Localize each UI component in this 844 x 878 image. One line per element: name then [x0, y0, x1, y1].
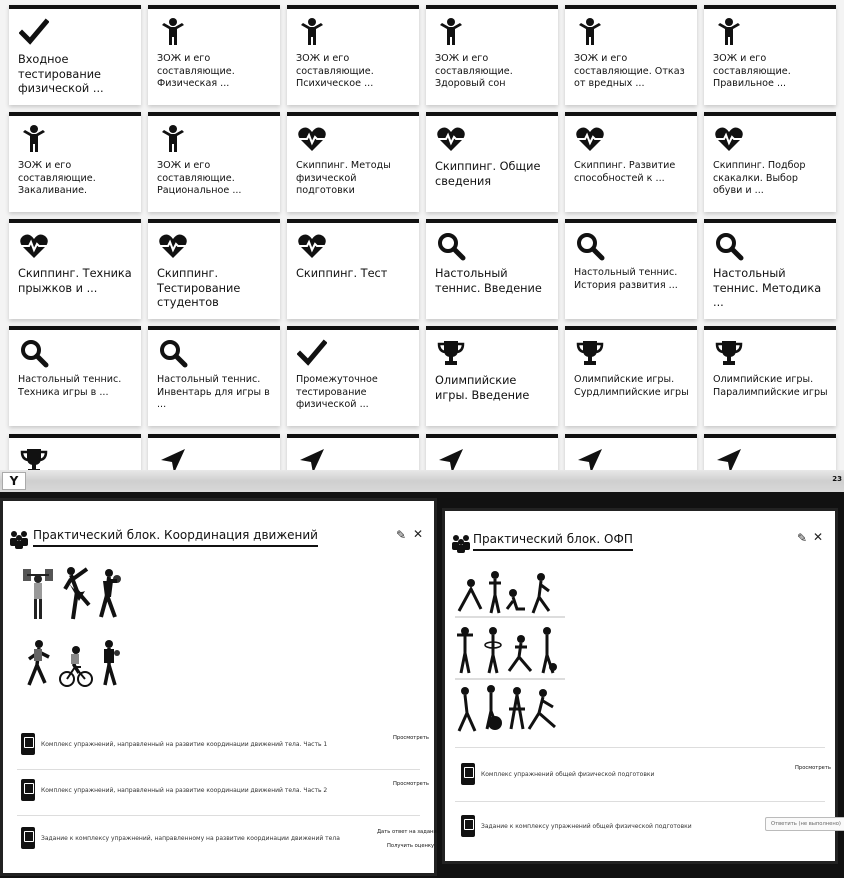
resource-row[interactable] [3, 779, 434, 809]
search-icon [714, 231, 744, 261]
search-icon [436, 231, 466, 261]
tile-title[interactable]: Скиппинг. Развитие способностей к ... [574, 160, 676, 184]
heart-icon [436, 124, 466, 154]
person-icon [714, 17, 744, 47]
tile-title[interactable]: Олимпийские игры. Сурдлимпийские игры [574, 374, 689, 398]
tile-title[interactable]: ЗОЖ и его составляющие. Закаливание. [18, 160, 96, 196]
person-icon [297, 17, 327, 47]
tile-title[interactable]: Скиппинг. Техника прыжков и ... [18, 267, 132, 295]
dancer-figure [63, 565, 93, 621]
resource-title[interactable]: Задание к комплексу упражнений общей физической подготовки [481, 823, 692, 830]
view-link[interactable]: Просмотреть [393, 781, 429, 787]
course-tile[interactable] [426, 112, 558, 212]
heart-icon [714, 124, 744, 154]
heart-icon [297, 231, 327, 261]
course-tile[interactable] [704, 219, 836, 319]
course-tile[interactable] [565, 434, 697, 470]
panel-coordination [0, 498, 440, 876]
pencil-icon[interactable]: ✎ [797, 531, 808, 545]
course-tile[interactable] [9, 326, 141, 426]
search-icon [575, 231, 605, 261]
course-tile[interactable] [148, 326, 280, 426]
course-tile[interactable] [9, 434, 141, 470]
course-tile[interactable] [148, 5, 280, 105]
close-icon[interactable]: ✕ [813, 530, 824, 544]
resource-row[interactable] [445, 763, 835, 793]
person-icon [436, 17, 466, 47]
tile-title[interactable]: ЗОЖ и его составляющие. Рациональное ... [157, 160, 242, 196]
arrow-icon [575, 446, 605, 470]
heart-icon [158, 231, 188, 261]
course-tile[interactable] [426, 326, 558, 426]
person-icon [158, 124, 188, 154]
resource-title[interactable]: Комплекс упражнений, направленный на развитие координации движений тела. Часть 1 [41, 741, 328, 748]
trophy-icon [714, 338, 744, 368]
tile-title[interactable]: ЗОЖ и его составляющие. Здоровый сон [435, 53, 513, 89]
trophy-icon [575, 338, 605, 368]
course-tile[interactable] [565, 219, 697, 319]
course-tile[interactable] [704, 326, 836, 426]
course-tile[interactable] [704, 5, 836, 105]
document-icon [21, 779, 35, 801]
trophy-icon [19, 446, 49, 470]
tile-title[interactable]: ЗОЖ и его составляющие. Физическая ... [157, 53, 235, 89]
boxer-figure [99, 639, 121, 687]
panel-ofp [442, 508, 841, 864]
resource-row[interactable] [3, 827, 440, 857]
assignment-icon [461, 815, 475, 837]
arrow-icon [714, 446, 744, 470]
divider [455, 801, 825, 802]
tile-title[interactable]: Скиппинг. Тест [296, 267, 388, 280]
app-logo[interactable]: Y [2, 472, 26, 490]
course-tile[interactable] [287, 434, 419, 470]
divider [455, 747, 825, 748]
browser-taskbar [0, 470, 844, 492]
course-tile[interactable] [287, 326, 419, 426]
runner-figure [25, 639, 51, 687]
tile-title[interactable]: ЗОЖ и его составляющие. Психическое ... [296, 53, 374, 89]
assignment-icon [21, 827, 35, 849]
tile-title[interactable]: Скиппинг. Тестирование студентов [157, 267, 241, 309]
course-tile[interactable] [426, 5, 558, 105]
person-icon [158, 17, 188, 47]
course-tile[interactable] [9, 219, 141, 319]
bottom-area [0, 492, 844, 878]
course-tile[interactable] [426, 219, 558, 319]
course-tile[interactable] [9, 5, 141, 105]
view-link[interactable]: Просмотреть [795, 765, 831, 771]
tile-title[interactable]: Настольный теннис. История развития ... [574, 267, 678, 291]
resource-title[interactable]: Задание к комплексу упражнений, направленному на развитие координации движений тела [41, 835, 340, 842]
view-link[interactable]: Просмотреть [393, 735, 429, 741]
tile-title[interactable]: Настольный теннис. Введение [435, 267, 542, 295]
weightlifter-figure [21, 563, 55, 621]
person-icon [575, 17, 605, 47]
course-tile[interactable] [9, 112, 141, 212]
tile-title[interactable]: Настольный теннис. Техника игры в ... [18, 374, 122, 398]
get-grade-link[interactable]: Получить оценку [387, 843, 435, 849]
course-tile[interactable] [148, 112, 280, 212]
exercise-figures [455, 569, 565, 737]
panel-title: Практический блок. Координация движений [33, 528, 318, 547]
arrow-icon [297, 446, 327, 470]
pencil-icon[interactable]: ✎ [396, 528, 407, 542]
tile-title[interactable]: Скиппинг. Общие сведения [435, 160, 541, 188]
tile-title[interactable]: Скиппинг. Подбор скакалки. Выбор обуви и ... [713, 160, 806, 196]
group-icon [9, 529, 29, 549]
search-icon [158, 338, 188, 368]
group-icon [451, 533, 471, 553]
resource-row[interactable] [3, 733, 434, 763]
search-icon [19, 338, 49, 368]
trophy-icon [436, 338, 466, 368]
close-icon[interactable]: ✕ [413, 527, 424, 541]
answer-button[interactable]: Ответить (не выполнено) [765, 817, 844, 831]
course-tile[interactable] [287, 219, 419, 319]
tile-title[interactable]: Настольный теннис. Инвентарь для игры в ... [157, 374, 270, 410]
tile-title[interactable]: Промежуточное тестирование физической ... [296, 374, 378, 410]
tile-title[interactable]: ЗОЖ и его составляющие. Правильное ... [713, 53, 791, 89]
course-tile[interactable] [287, 5, 419, 105]
person-icon [19, 124, 49, 154]
course-tile[interactable] [704, 112, 836, 212]
arrow-icon [436, 446, 466, 470]
arrow-icon [158, 446, 188, 470]
cyclist-figure [59, 645, 93, 689]
check-icon [19, 17, 49, 47]
course-tile[interactable] [565, 112, 697, 212]
course-tile[interactable] [565, 5, 697, 105]
document-icon [21, 733, 35, 755]
submit-answer-link[interactable]: Дать ответ на задание [377, 829, 440, 835]
course-tile[interactable] [426, 434, 558, 470]
tile-title[interactable]: Входное тестирование физической ... [18, 53, 104, 95]
tile-title[interactable]: Олимпийские игры. Введение [435, 374, 530, 402]
heart-icon [575, 124, 605, 154]
divider [17, 769, 420, 770]
course-tile[interactable] [565, 326, 697, 426]
ball-player-figure [97, 567, 121, 619]
heart-icon [19, 231, 49, 261]
taskbar-number: 23 [832, 475, 842, 483]
heart-icon [297, 124, 327, 154]
resource-title[interactable]: Комплекс упражнений, направленный на развитие координации движений тела. Часть 2 [41, 787, 328, 794]
tile-title[interactable]: Олимпийские игры. Паралимпийские игры [713, 374, 828, 398]
panel-title: Практический блок. ОФП [473, 532, 633, 551]
tile-title[interactable]: Настольный теннис. Методика ... [713, 267, 822, 309]
resource-row[interactable] [445, 815, 841, 845]
resource-title[interactable]: Комплекс упражнений общей физической подготовки [481, 771, 655, 778]
tile-title[interactable]: Скиппинг. Методы физической подготовки [296, 160, 391, 196]
check-icon [297, 338, 327, 368]
divider [17, 815, 420, 816]
course-tile[interactable] [148, 434, 280, 470]
course-tile[interactable] [704, 434, 836, 470]
tile-title[interactable]: ЗОЖ и его составляющие. Отказ от вредных ... [574, 53, 685, 89]
course-tile[interactable] [287, 112, 419, 212]
course-tile[interactable] [148, 219, 280, 319]
document-icon [461, 763, 475, 785]
